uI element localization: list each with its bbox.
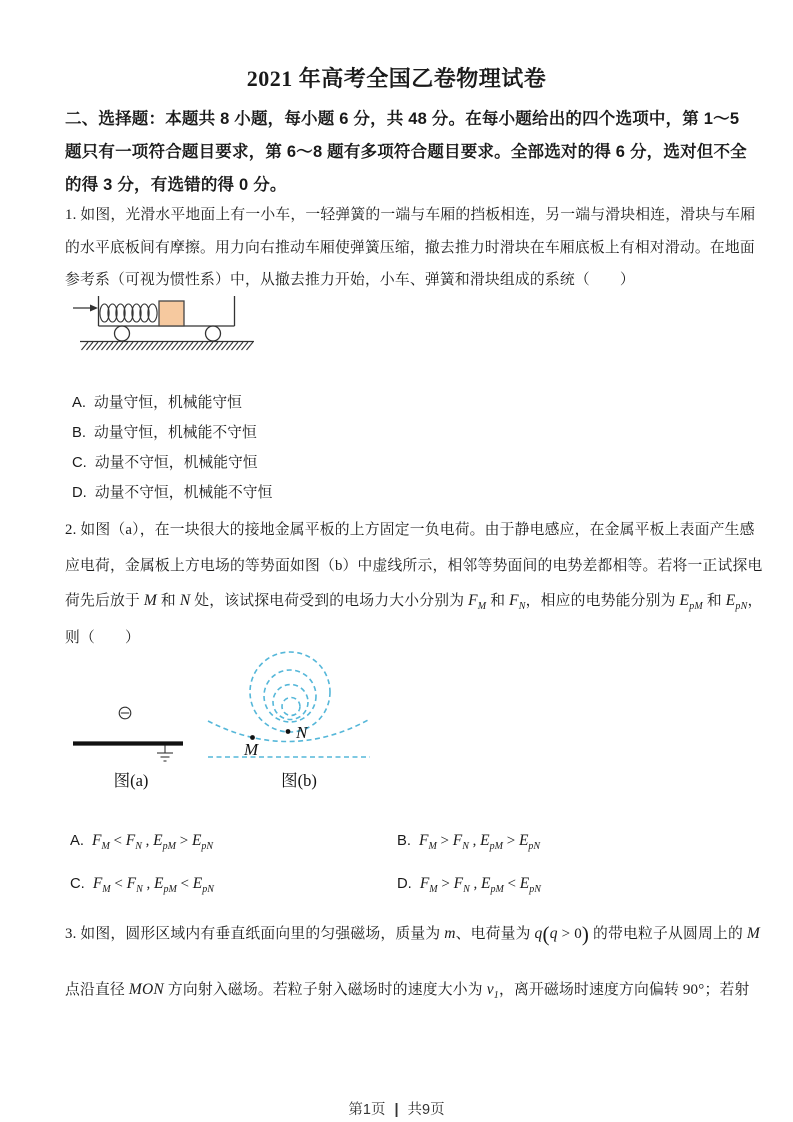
option-text: 动量守恒，机械能不守恒 bbox=[93, 425, 257, 441]
cart-wheel-right bbox=[206, 326, 221, 341]
ground-hatching bbox=[82, 342, 254, 350]
instructions-line-2: 题只有一项符合题目要求，第 6～8 题有多项符合题目要求。全部选对的得 6 分，选对但不全 bbox=[65, 143, 747, 161]
option-label: C. bbox=[72, 455, 87, 471]
option-label: A. bbox=[72, 395, 86, 411]
q2-line-2: 应电荷，金属板上方电场的等势面如图（b）中虚线所示，相邻等势面间的电势差都相等。若将一正试探电 bbox=[65, 558, 763, 574]
point-n-label: N bbox=[296, 723, 308, 742]
slider-block bbox=[159, 301, 184, 326]
option-label: C. bbox=[70, 876, 85, 892]
figure-a-label: 图(a) bbox=[113, 771, 149, 790]
push-arrow bbox=[73, 305, 98, 312]
option-label: D. bbox=[397, 876, 412, 892]
option-formula: $F_M > F_N$ , $E_{pM} > E_{pN}$ bbox=[418, 832, 541, 852]
q1-line-3: 参考系（可视为惯性系）中，从撤去推力开始，小车、弹簧和滑块组成的系统（ ） bbox=[65, 272, 635, 288]
option-formula: $F_M > F_N$ , $E_{pM} < E_{pN}$ bbox=[419, 875, 541, 895]
option-text: 动量不守恒，机械能守恒 bbox=[94, 455, 258, 471]
option-label: B. bbox=[72, 425, 86, 441]
q3-line-1: 3. 如图，圆形区域内有垂直纸面向里的匀强磁场，质量为 m、电荷量为 q(q > 0) 的带电粒子从圆周上的 M bbox=[65, 922, 761, 946]
q2-option-a bbox=[70, 832, 213, 852]
spring-coil bbox=[100, 304, 157, 322]
q1-line-1: 1. 如图，光滑水平地面上有一小车，一轻弹簧的一端与车厢的挡板相连，另一端与滑块相连，滑块与车厢 bbox=[65, 207, 756, 223]
option-formula: $F_M < F_N$ , $E_{pM} < E_{pN}$ bbox=[92, 875, 214, 895]
page-footer bbox=[0, 1098, 793, 1119]
q2-line-3: 荷先后放于 M 和 N 处，该试探电荷受到的电场力大小分别为 $F_M$ 和 $F_N$，相应的电势能分别为 $E_{pM}$ 和 $E_{pN}$， bbox=[65, 592, 763, 612]
instructions-line-1: 二、选择题：本题共 8 小题，每小题 6 分，共 48 分。在每小题给出的四个选项中，第 1～5 bbox=[65, 110, 740, 128]
q1-cart-figure bbox=[60, 290, 270, 355]
q1-option-c bbox=[72, 451, 258, 472]
equipotential-circles bbox=[250, 652, 330, 732]
point-m-label: M bbox=[244, 740, 259, 759]
option-label: D. bbox=[72, 485, 87, 501]
q1-option-d bbox=[72, 481, 272, 502]
cart-wheel-left bbox=[115, 326, 130, 341]
footer-total-pages: 共9页 bbox=[407, 1102, 445, 1118]
option-text: 动量守恒，机械能守恒 bbox=[93, 395, 242, 411]
q2-line-1: 2. 如图（a），在一块很大的接地金属平板的上方固定一负电荷。由于静电感应，在金属平板上表面产生感 bbox=[65, 522, 755, 538]
negative-charge-icon bbox=[119, 707, 131, 719]
option-text: 动量不守恒，机械能不守恒 bbox=[94, 485, 273, 501]
q2-option-b bbox=[397, 832, 540, 852]
option-label: B. bbox=[397, 833, 411, 849]
option-formula: $F_M < F_N$ , $E_{pM} > E_{pN}$ bbox=[91, 832, 214, 852]
ground-symbol bbox=[157, 746, 173, 762]
q2-field-figure bbox=[60, 645, 390, 795]
footer-page-number: 第1页 bbox=[348, 1102, 386, 1118]
q1-option-a bbox=[72, 391, 242, 412]
q2-line-4: 则（ ） bbox=[65, 630, 140, 646]
q1-option-b bbox=[72, 421, 257, 442]
footer-separator: | bbox=[394, 1102, 399, 1118]
point-n-dot bbox=[286, 729, 291, 734]
figure-b-label: 图(b) bbox=[281, 771, 317, 790]
instructions-line-3: 的得 3 分，有选错的得 0 分。 bbox=[65, 176, 287, 194]
q1-line-2: 的水平底板间有摩擦。用力向右推动车厢使弹簧压缩，撤去推力时滑块在车厢底板上有相对滑动。在地面 bbox=[65, 240, 755, 256]
page-title: 2021 年高考全国乙卷物理试卷 bbox=[246, 66, 547, 91]
q2-option-d bbox=[397, 875, 541, 895]
option-label: A. bbox=[70, 833, 84, 849]
q2-option-c bbox=[70, 875, 214, 895]
q3-line-2: 点沿直径 MON 方向射入磁场。若粒子射入磁场时的速度大小为 $v_1$，离开磁场时速度方向偏转 90°；若射 bbox=[65, 981, 750, 1001]
